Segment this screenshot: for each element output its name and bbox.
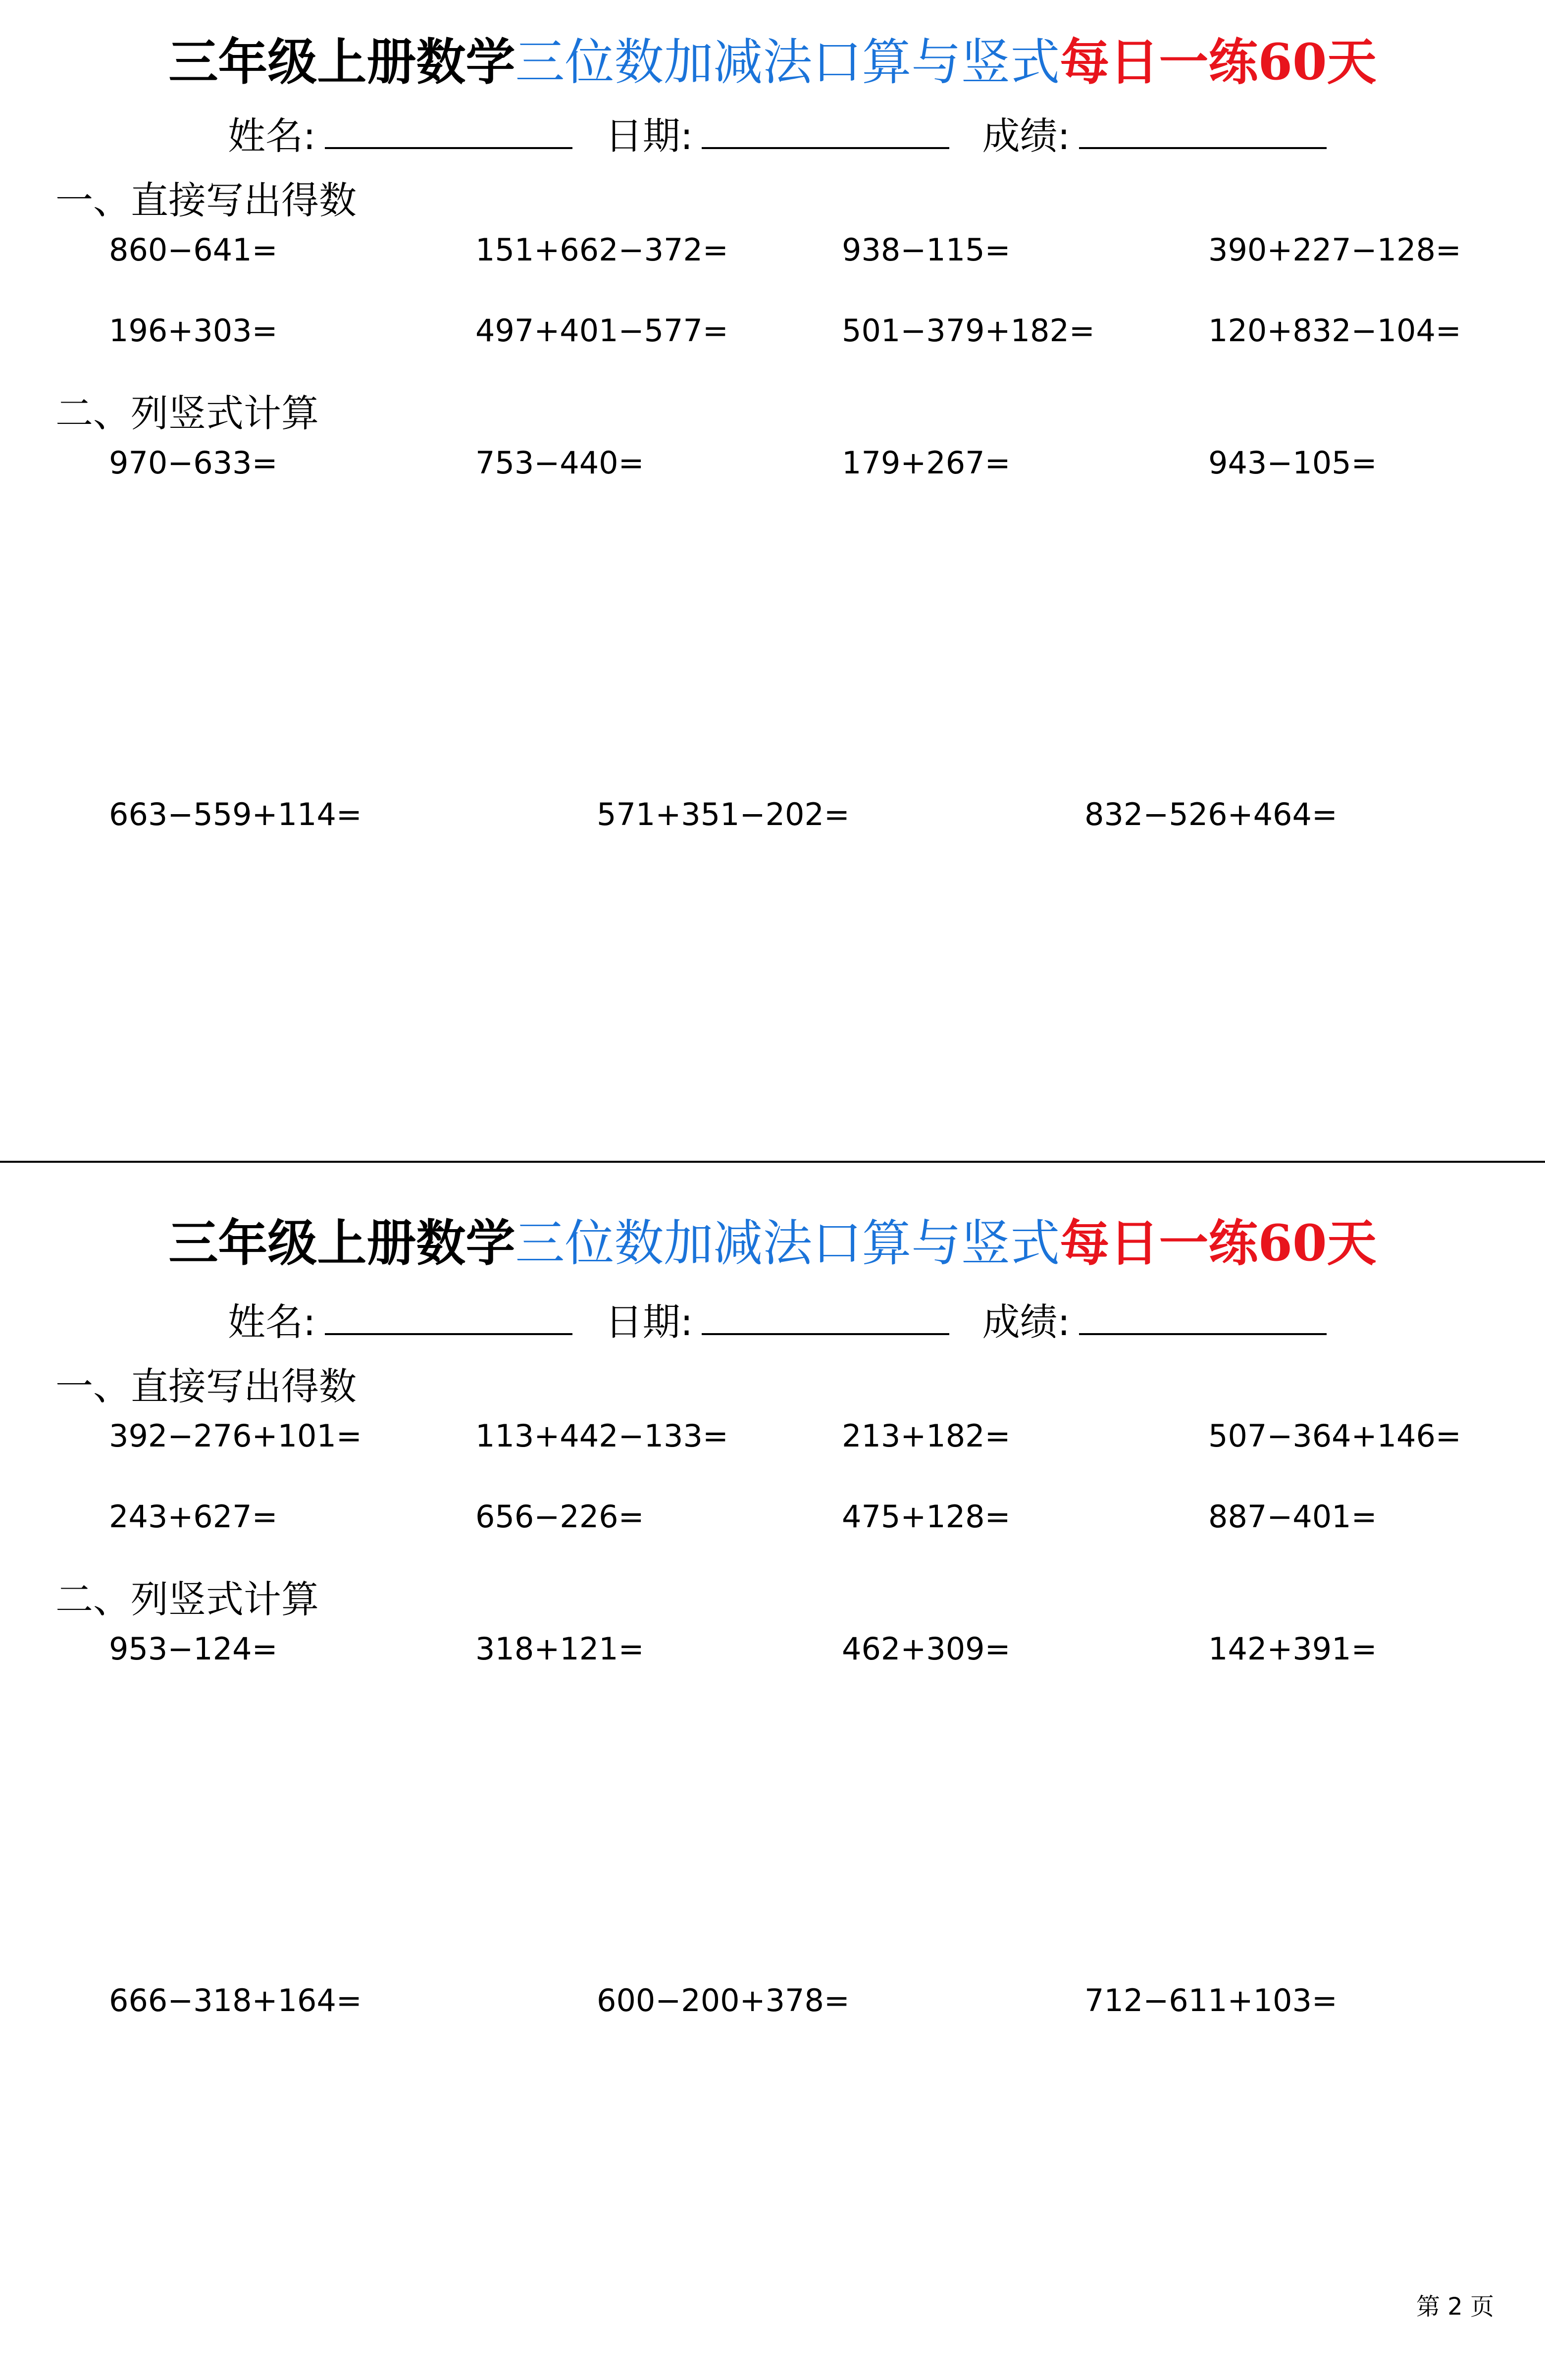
section-oral-title: 一、直接写出得数: [55, 178, 357, 222]
date-label: 日期:: [605, 1300, 693, 1344]
score-label: 成绩:: [982, 114, 1071, 158]
vertical-problem: 663−559+114=: [109, 796, 362, 832]
vertical-problem: 600−200+378=: [597, 1982, 850, 2018]
vertical-problem: 753−440=: [475, 445, 644, 481]
oral-problem: 887−401=: [1208, 1499, 1377, 1535]
oral-problem: 196+303=: [109, 312, 278, 349]
title-part-blue: 三位数加减法口算与竖式: [515, 33, 1060, 91]
score-blank[interactable]: [1079, 144, 1327, 149]
vertical-problem: 953−124=: [109, 1631, 278, 1667]
vertical-problem: 832−526+464=: [1084, 796, 1338, 832]
oral-problem: 497+401−577=: [475, 312, 728, 349]
name-blank[interactable]: [325, 1330, 572, 1335]
title-part-red: 每日一练60天: [1060, 33, 1377, 91]
date-field: [605, 1297, 959, 1347]
name-label: 姓名:: [228, 1300, 316, 1344]
score-blank[interactable]: [1079, 1330, 1327, 1335]
vertical-problem: 666−318+164=: [109, 1982, 362, 2018]
score-field: [982, 1297, 1336, 1347]
worksheet-bottom: [0, 1186, 1545, 2345]
section-vertical-title: 二、列竖式计算: [55, 391, 319, 435]
title-part-blue: 三位数加减法口算与竖式: [515, 1214, 1060, 1272]
name-field: [228, 1297, 581, 1347]
oral-problem: 656−226=: [475, 1499, 644, 1535]
date-field: [605, 111, 959, 161]
vertical-problem: 318+121=: [475, 1631, 644, 1667]
student-info-line: [228, 1297, 1347, 1347]
oral-problem: 860−641=: [109, 232, 278, 268]
oral-problem: 390+227−128=: [1208, 232, 1461, 268]
section-oral-title: 一、直接写出得数: [55, 1364, 357, 1408]
name-blank[interactable]: [325, 144, 572, 149]
vertical-problem: 142+391=: [1208, 1631, 1377, 1667]
score-label: 成绩:: [982, 1300, 1071, 1344]
title-part-black: 三年级上册数学: [168, 33, 515, 91]
name-label: 姓名:: [228, 114, 316, 158]
name-field: [228, 111, 581, 161]
oral-problem: 243+627=: [109, 1499, 278, 1535]
vertical-problem: 571+351−202=: [597, 796, 850, 832]
section-vertical-title: 二、列竖式计算: [55, 1577, 319, 1621]
vertical-problem: 462+309=: [842, 1631, 1011, 1667]
score-field: [982, 111, 1336, 161]
vertical-problem: 943−105=: [1208, 445, 1377, 481]
vertical-problem: 970−633=: [109, 445, 278, 481]
oral-problem: 151+662−372=: [475, 232, 728, 268]
cut-line-divider: [0, 1161, 1545, 1163]
oral-problem: 475+128=: [842, 1499, 1011, 1535]
worksheet-title: [0, 30, 1545, 95]
date-blank[interactable]: [702, 1330, 949, 1335]
oral-problem: 113+442−133=: [475, 1418, 728, 1454]
title-part-red: 每日一练60天: [1060, 1214, 1377, 1272]
title-part-black: 三年级上册数学: [168, 1214, 515, 1272]
vertical-problem: 712−611+103=: [1084, 1982, 1338, 2018]
oral-problem: 213+182=: [842, 1418, 1011, 1454]
oral-problem: 507−364+146=: [1208, 1418, 1461, 1454]
worksheet-top: [0, 0, 1545, 1159]
vertical-problem: 179+267=: [842, 445, 1011, 481]
student-info-line: [228, 111, 1347, 161]
oral-problem: 392−276+101=: [109, 1418, 362, 1454]
oral-problem: 938−115=: [842, 232, 1011, 268]
page-number: 第 2 页: [1416, 2293, 1494, 2321]
oral-problem: 501−379+182=: [842, 312, 1095, 349]
date-label: 日期:: [605, 114, 693, 158]
worksheet-title: [0, 1211, 1545, 1276]
oral-problem: 120+832−104=: [1208, 312, 1461, 349]
date-blank[interactable]: [702, 144, 949, 149]
